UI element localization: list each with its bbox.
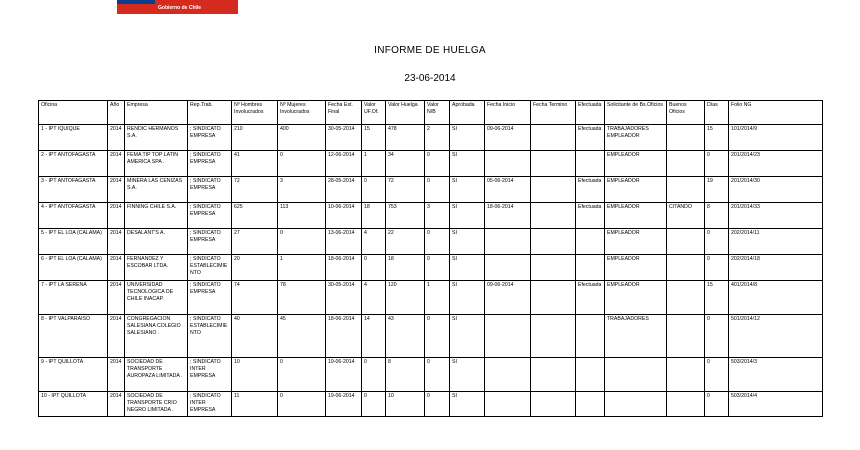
table-cell: ; SINDICATO EMPRESA (188, 151, 232, 177)
column-header: Días (705, 101, 729, 125)
table-cell: 18 (362, 203, 386, 229)
column-header: Buenos Oficios (667, 101, 705, 125)
table-cell: SI (450, 177, 485, 203)
table-cell (605, 392, 667, 417)
table-cell (576, 392, 605, 417)
table-cell (531, 177, 576, 203)
table-header-row (39, 101, 823, 125)
table-cell: 478 (386, 125, 425, 151)
table-cell: 0 (705, 255, 729, 281)
table-cell (531, 255, 576, 281)
table-cell: ; SINDICATO EMPRESA (188, 203, 232, 229)
table-cell: 0 (425, 392, 450, 417)
table-cell: 7 - IPT LA SERENA (39, 281, 108, 315)
table-cell: 72 (386, 177, 425, 203)
table-cell: EMPLEADOR (605, 151, 667, 177)
table-cell (667, 315, 705, 358)
table-cell: ; SINDICATO INTER EMPRESA (188, 392, 232, 417)
table-cell: ; SINDICATO INTER EMPRESA (188, 358, 232, 392)
table-cell: 0 (425, 151, 450, 177)
table-cell (531, 229, 576, 255)
column-header: Oficina (39, 101, 108, 125)
table-cell: 4 - IPT ANTOFAGASTA (39, 203, 108, 229)
table-cell: 503/2014/3 (729, 358, 823, 392)
column-header: Valor Huelga (386, 101, 425, 125)
table-cell (667, 151, 705, 177)
table-cell: ; SINDICATO ESTABLECIMIENTO (188, 315, 232, 358)
table-row (39, 358, 823, 392)
table-cell: 0 (278, 358, 326, 392)
table-body (39, 125, 823, 417)
table-cell: 10 (386, 392, 425, 417)
table-cell (531, 151, 576, 177)
table-cell: 3 - IPT ANTOFAGASTA (39, 177, 108, 203)
table-cell (485, 358, 531, 392)
table-cell: 0 (362, 392, 386, 417)
table-cell: 30-05-2014 (326, 281, 362, 315)
column-header: Solicitante de Bs.Oficios (605, 101, 667, 125)
table-cell (485, 255, 531, 281)
table-cell: EMPLEADOR (605, 229, 667, 255)
table-cell: 3 (425, 203, 450, 229)
table-cell: 2 (425, 125, 450, 151)
table-cell: 201/2014/23 (729, 151, 823, 177)
table-cell: 2014 (108, 392, 125, 417)
table-row (39, 281, 823, 315)
table-cell: 2014 (108, 151, 125, 177)
table-cell: 6 - IPT EL LOA (CALAMA) (39, 255, 108, 281)
column-header: Año (108, 101, 125, 125)
table-cell: 2014 (108, 177, 125, 203)
table-cell: 5 - IPT EL LOA (CALAMA) (39, 229, 108, 255)
column-header: Empresa (125, 101, 188, 125)
table-cell: SI (450, 203, 485, 229)
table-cell: 15 (705, 125, 729, 151)
strike-report-table (38, 100, 823, 417)
report-title: INFORME DE HUELGA (374, 45, 486, 56)
table-cell (667, 392, 705, 417)
table-cell: 400 (278, 125, 326, 151)
table-cell: 0 (362, 177, 386, 203)
table-cell: 2014 (108, 281, 125, 315)
table-cell (485, 392, 531, 417)
table-cell: 74 (232, 281, 278, 315)
table-cell: 0 (425, 315, 450, 358)
table-cell: SI (450, 392, 485, 417)
table-cell: 0 (705, 229, 729, 255)
table-cell: EMPLEADOR (605, 203, 667, 229)
table-row (39, 177, 823, 203)
table-cell: TRABAJADORES EMPLEADOR (605, 125, 667, 151)
table-cell: 120 (386, 281, 425, 315)
table-cell: 1 (278, 255, 326, 281)
table-cell: 22 (386, 229, 425, 255)
table-cell: SI (450, 281, 485, 315)
table-cell: Efectuada (576, 203, 605, 229)
table-cell (667, 281, 705, 315)
table-cell (576, 358, 605, 392)
table-cell: 8 (386, 358, 425, 392)
column-header: Rep.Trab. (188, 101, 232, 125)
column-header: Folio NG (729, 101, 823, 125)
table-cell: EMPLEADOR (605, 281, 667, 315)
table-row (39, 125, 823, 151)
table-cell: 8 (705, 203, 729, 229)
table-cell (576, 229, 605, 255)
table-cell: 1 (425, 281, 450, 315)
table-cell: FERNANDEZ Y ESCOBAR LTDA. (125, 255, 188, 281)
table-cell (531, 203, 576, 229)
table-cell: 18-06-2014 (326, 315, 362, 358)
table-cell: 0 (278, 229, 326, 255)
table-cell (531, 125, 576, 151)
table-cell (531, 358, 576, 392)
table-cell (667, 229, 705, 255)
table-cell: 45 (278, 315, 326, 358)
table-cell: SOCIEDAD DE TRANSPORTE CRIO NEGRO LIMITADA . (125, 392, 188, 417)
table-cell (531, 315, 576, 358)
table-cell: 18 (386, 255, 425, 281)
table-cell: 210 (232, 125, 278, 151)
table-cell: 501/2014/12 (729, 315, 823, 358)
table-cell: FINNING CHILE S.A. (125, 203, 188, 229)
table-cell: 10 (232, 358, 278, 392)
table-cell: 2014 (108, 255, 125, 281)
table-cell: EMPLEADOR (605, 255, 667, 281)
table-cell: TRABAJADORES (605, 315, 667, 358)
table-cell: 18-06-2014 (485, 203, 531, 229)
table-cell (485, 229, 531, 255)
table-row (39, 203, 823, 229)
table-cell: SI (450, 125, 485, 151)
table-cell: 14 (362, 315, 386, 358)
table-cell: 8 - IPT VALPARAISO (39, 315, 108, 358)
table-cell: 09-06-2014 (485, 281, 531, 315)
table-cell: 2014 (108, 229, 125, 255)
table-cell: 10 - IPT QUILLOTA (39, 392, 108, 417)
table-cell: 9 - IPT QUILLOTA (39, 358, 108, 392)
table-cell: 0 (425, 229, 450, 255)
table-cell: 19-06-2014 (326, 358, 362, 392)
table-cell: CONGREGACION SALESIANA COLEGIO SALESIANO . (125, 315, 188, 358)
table-cell: 113 (278, 203, 326, 229)
table-cell: 19 (705, 177, 729, 203)
table-cell: 0 (278, 392, 326, 417)
table-cell: 0 (425, 255, 450, 281)
table-cell: Efectuada (576, 177, 605, 203)
table-cell: 202/2014/18 (729, 255, 823, 281)
table-cell: 201/2014/33 (729, 203, 823, 229)
table-cell: 27 (232, 229, 278, 255)
table-cell (667, 358, 705, 392)
table-cell: UNIVERSIDAD TECNOLOGICA DE CHILE INACAP. (125, 281, 188, 315)
table-cell: 2014 (108, 358, 125, 392)
table-cell: ; SINDICATO EMPRESA (188, 125, 232, 151)
table-cell: ; SINDICATO EMPRESA (188, 229, 232, 255)
table-cell: SOCIEDAD DE TRANSPORTE AUROPAZA LIMITADA . (125, 358, 188, 392)
table-cell: 15 (362, 125, 386, 151)
table-cell: 12-06-2014 (326, 151, 362, 177)
table-cell: 78 (278, 281, 326, 315)
table-cell: SI (450, 229, 485, 255)
table-cell: 41 (232, 151, 278, 177)
table-cell: ; SINDICATO EMPRESA (188, 177, 232, 203)
column-header: Valor UF.Of. (362, 101, 386, 125)
table-cell: 43 (386, 315, 425, 358)
table-cell: 09-06-2014 (485, 125, 531, 151)
column-header: Fecha Inicio (485, 101, 531, 125)
table-cell: 503/2014/4 (729, 392, 823, 417)
table-cell (576, 315, 605, 358)
table-cell: 18-06-2014 (326, 255, 362, 281)
table-cell: RENDIC HERMANOS S.A. (125, 125, 188, 151)
table-cell: 1 (362, 151, 386, 177)
table-cell: 4 (362, 229, 386, 255)
column-header: Valor N/B (425, 101, 450, 125)
table-cell: 0 (705, 315, 729, 358)
table-cell: 10-06-2014 (326, 203, 362, 229)
table-row (39, 229, 823, 255)
table-cell: 0 (705, 151, 729, 177)
column-header: Fecha Termino (531, 101, 576, 125)
table-cell (485, 151, 531, 177)
table-cell: Efectuada (576, 125, 605, 151)
table-cell: 0 (278, 151, 326, 177)
table-cell: 0 (705, 392, 729, 417)
table-cell: 20 (232, 255, 278, 281)
table-cell: EMPLEADOR (605, 177, 667, 203)
table-cell: 30-05-2014 (326, 125, 362, 151)
table-row (39, 151, 823, 177)
table-cell: 2 - IPT ANTOFAGASTA (39, 151, 108, 177)
table-cell: 101/2014/9 (729, 125, 823, 151)
column-header: Fecha Est. Final (326, 101, 362, 125)
table-cell (576, 255, 605, 281)
report-date: 23-06-2014 (404, 73, 456, 84)
table-cell (605, 358, 667, 392)
column-header: Efectuada (576, 101, 605, 125)
table-cell: SI (450, 151, 485, 177)
table-cell: 40 (232, 315, 278, 358)
table-cell: ; SINDICATO EMPRESA (188, 281, 232, 315)
table-cell: 2014 (108, 203, 125, 229)
table-cell: 34 (386, 151, 425, 177)
table-cell (576, 151, 605, 177)
table-cell: 202/2014/11 (729, 229, 823, 255)
table-cell: 0 (705, 358, 729, 392)
table-cell (531, 281, 576, 315)
table-cell: ; SINDICATO ESTABLECIMIENTO (188, 255, 232, 281)
table-cell: 15 (705, 281, 729, 315)
table-cell (485, 315, 531, 358)
column-header: Nº Mujeres Involucrados (278, 101, 326, 125)
table-cell: 13-06-2014 (326, 229, 362, 255)
table-cell: CITANDO (667, 203, 705, 229)
gobierno-logo (117, 0, 238, 14)
table-cell: 753 (386, 203, 425, 229)
table-cell: 05-06-2014 (485, 177, 531, 203)
table-cell: 0 (425, 177, 450, 203)
table-cell: 19-06-2014 (326, 392, 362, 417)
table-cell: 401/2014/8 (729, 281, 823, 315)
table-cell: 3 (278, 177, 326, 203)
table-row (39, 315, 823, 358)
table-cell: 11 (232, 392, 278, 417)
table-cell: 0 (362, 255, 386, 281)
column-header: Aprobada (450, 101, 485, 125)
table-cell: 625 (232, 203, 278, 229)
table-cell (667, 125, 705, 151)
table-cell: 1 - IPT IQUIQUE (39, 125, 108, 151)
logo-text: Gobierno de Chile (158, 5, 202, 11)
table-cell: 4 (362, 281, 386, 315)
table-row (39, 255, 823, 281)
table-cell: DESALANT'S A. (125, 229, 188, 255)
table-cell: SI (450, 255, 485, 281)
column-header: Nº Hombres Involucrados (232, 101, 278, 125)
table-cell: FEMA TIP TOP LATIN AMERICA SPA . (125, 151, 188, 177)
table-cell: 0 (425, 358, 450, 392)
table-cell: 72 (232, 177, 278, 203)
table-cell: 2014 (108, 315, 125, 358)
table-cell (531, 392, 576, 417)
table-cell (667, 255, 705, 281)
table-cell: SI (450, 315, 485, 358)
table-cell: 28-05-2014 (326, 177, 362, 203)
table-cell (667, 177, 705, 203)
table-cell: MINERA LAS CENIZAS S.A. (125, 177, 188, 203)
table-cell: 2014 (108, 125, 125, 151)
table-cell: SI (450, 358, 485, 392)
table-row (39, 392, 823, 417)
table-cell: Efectuada (576, 281, 605, 315)
table-cell: 201/2014/30 (729, 177, 823, 203)
table-cell: 0 (362, 358, 386, 392)
